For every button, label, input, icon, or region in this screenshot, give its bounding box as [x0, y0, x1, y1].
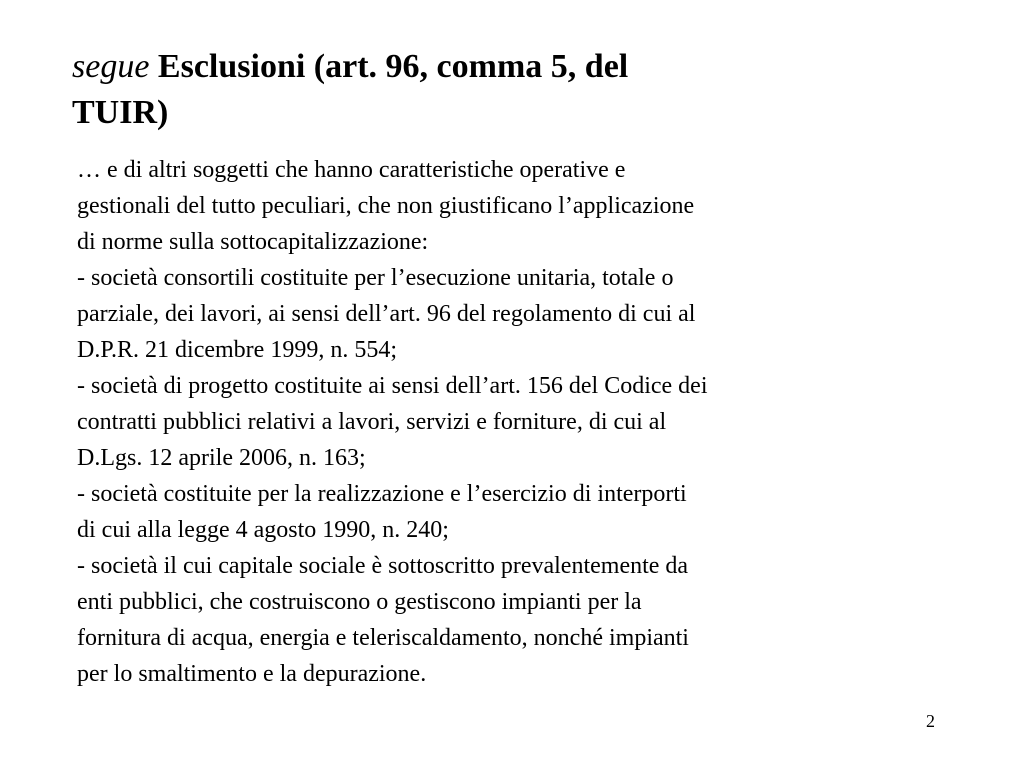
body-line: D.Lgs. 12 aprile 2006, n. 163; — [77, 445, 366, 471]
body-line: - società consortili costituite per l’esecuzione unitaria, totale o — [77, 265, 674, 291]
body-line: per lo smaltimento e la depurazione. — [77, 661, 427, 687]
body-line: … e di altri soggetti che hanno caratteristiche operative e — [77, 157, 626, 183]
body-line: enti pubblici, che costruiscono o gestiscono impianti per la — [77, 589, 642, 615]
body-line: di cui alla legge 4 agosto 1990, n. 240; — [77, 517, 449, 543]
title-main-line2: TUIR) — [72, 94, 169, 131]
page-number: 2 — [926, 711, 935, 731]
body-line: di norme sulla sottocapitalizzazione: — [77, 229, 429, 255]
slide-title — [72, 44, 772, 136]
body-line: parziale, dei lavori, ai sensi dell’art. 96 del regolamento di cui al — [77, 301, 696, 327]
body-line: - società costituite per la realizzazione e l’esercizio di interporti — [77, 481, 687, 507]
body-line: contratti pubblici relativi a lavori, servizi e forniture, di cui al — [77, 409, 667, 435]
body-line: - società il cui capitale sociale è sottoscritto prevalentemente da — [77, 553, 689, 579]
title-main-line1: Esclusioni (art. 96, comma 5, del — [157, 48, 629, 85]
body-line: fornitura di acqua, energia e teleriscaldamento, nonché impianti — [77, 625, 689, 651]
body-line: gestionali del tutto peculiari, che non giustificano l’applicazione — [77, 193, 695, 219]
body-line: - società di progetto costituite ai sensi dell’art. 156 del Codice dei — [77, 373, 708, 399]
title-prefix: segue — [72, 48, 150, 85]
slide-body-text — [77, 152, 927, 692]
body-line: D.P.R. 21 dicembre 1999, n. 554; — [77, 337, 397, 363]
